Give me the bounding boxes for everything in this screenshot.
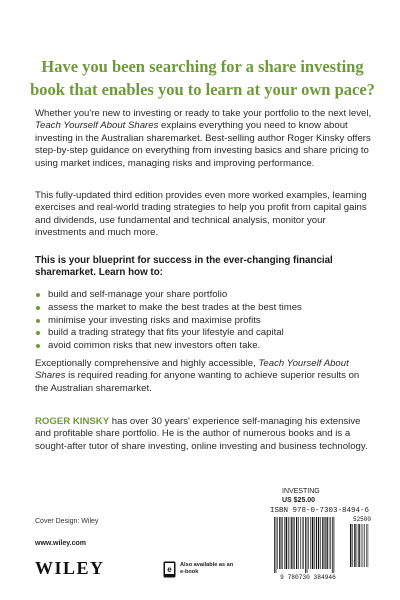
barcode-bar (354, 524, 355, 567)
list-item-text: assess the market to make the best trades at the best times (48, 301, 302, 313)
barcode-bar (303, 517, 304, 569)
barcode-bar (329, 517, 330, 569)
isbn-label: ISBN 978-0-7303-8494-6 (270, 507, 370, 515)
edition-paragraph: This fully-updated third edition provides even more worked examples, learning exercises and real-world trading strategies to help you profit from capital gains and dividends, use fundamental and technical analysis, monitor your investments and much more. (35, 190, 367, 239)
barcode-bar (320, 517, 321, 569)
barcode-bar (352, 524, 353, 567)
barcode-bar (322, 517, 323, 569)
barcode-bar (350, 524, 351, 567)
intro-book-title: Teach Yourself About Shares (35, 120, 159, 132)
barcode-bar (274, 517, 275, 573)
list-item-text: avoid common risks that new investors often take. (48, 340, 261, 352)
barcode-bar (288, 517, 289, 569)
barcode-bar (358, 524, 359, 567)
barcode-bar (277, 517, 278, 569)
list-item (35, 315, 375, 328)
barcode-bar (307, 517, 308, 573)
bullet-dot-icon (36, 293, 40, 297)
barcode-bar (305, 517, 306, 573)
barcode-bar (291, 517, 292, 569)
list-item-text: minimise your investing risks and maximise profits (48, 314, 261, 326)
blueprint-heading: This is your blueprint for success in the ever-changing financial sharemarket. Learn how to: (35, 255, 333, 279)
barcode-bar (290, 517, 291, 569)
barcode (270, 515, 380, 581)
barcode-bar (308, 517, 309, 569)
barcode-bar (276, 517, 277, 573)
list-item (35, 302, 375, 315)
list-item-text: build a trading strategy that fits your lifestyle and capital (48, 327, 284, 339)
closing-paragraph (35, 358, 375, 395)
barcode-bar (312, 517, 314, 569)
list-item-text: build and self-manage your share portfolio (48, 289, 228, 300)
barcode-bar (330, 517, 331, 569)
barcode-bar (316, 517, 317, 569)
author-bio-text: has over 30 years' experience self-managing his extensive and profitable share portfolio. He is the author of numerous books and is a sought-after tutor of share investing, online investing and business technology. (35, 416, 368, 452)
barcode-bar (366, 524, 367, 567)
headline: Have you been searching for a share investing book that enables you to learn at your own pace? (30, 57, 375, 99)
closing-book-title: Teach Yourself About Shares (35, 358, 349, 382)
barcode-bar (279, 517, 280, 569)
price-label: US $25.00 (282, 497, 316, 504)
barcode-bar (296, 517, 297, 569)
barcode-bar (294, 517, 295, 569)
barcode-addon-number: 52500 (352, 516, 372, 523)
barcode-bar (327, 517, 328, 569)
list-item (35, 327, 375, 340)
barcode-bar (314, 517, 315, 569)
closing-text-end: is required reading for anyone wanting to achieve superior results on the Australian sharemarket. (35, 370, 360, 394)
closing-text-start: Exceptionally comprehensive and highly accessible, (35, 358, 259, 369)
list-item (35, 340, 375, 353)
author-name: ROGER KINSKY (35, 416, 110, 427)
barcode-bars (274, 517, 334, 573)
ebook-icon (163, 561, 176, 578)
barcode-bar (298, 517, 299, 569)
author-bio (35, 416, 375, 453)
barcode-number: 9 780730 384946 (280, 574, 336, 581)
barcode-bar (332, 517, 333, 573)
intro-text-start: Whether you're new to investing or ready to take your portfolio to the next level, (35, 108, 372, 119)
bullet-dot-icon (36, 306, 40, 310)
list-item (35, 289, 375, 302)
barcode-bar (363, 524, 364, 567)
bullet-dot-icon (36, 319, 40, 323)
category-label: INVESTING (282, 488, 320, 495)
barcode-bar (357, 524, 358, 567)
barcode-bar (310, 517, 311, 569)
cover-design-credit: Cover Design: Wiley (35, 518, 99, 525)
barcode-bar (302, 517, 303, 569)
bullet-dot-icon (36, 344, 40, 348)
barcode-bar (282, 517, 283, 569)
barcode-bar (334, 517, 335, 573)
barcode-bar (364, 524, 365, 567)
barcode-bar (286, 517, 288, 569)
barcode-bar (300, 517, 301, 569)
barcode-bar (361, 524, 362, 567)
intro-text-end: explains everything you need to know about investing in the Australian sharemarket. Best-selling author Roger Kinsky offers step-by-step guidance on everything from investing basics and share pricing to using market indices, managing risks and improving performance. (35, 120, 371, 169)
learning-list (35, 289, 375, 353)
publisher-logo: WILEY (35, 558, 105, 578)
intro-paragraph (35, 108, 375, 170)
barcode-bar (325, 517, 326, 569)
svg-text:e: e (167, 565, 172, 574)
bullet-dot-icon (36, 331, 40, 335)
website-link[interactable]: www.wiley.com (35, 540, 86, 547)
barcode-bar (284, 517, 285, 569)
barcode-bar (318, 517, 319, 569)
barcode-bar (368, 524, 369, 567)
barcode-addon-bars (350, 524, 368, 567)
price-block (282, 487, 372, 505)
ebook-note: Also available as an e-book (180, 562, 234, 575)
